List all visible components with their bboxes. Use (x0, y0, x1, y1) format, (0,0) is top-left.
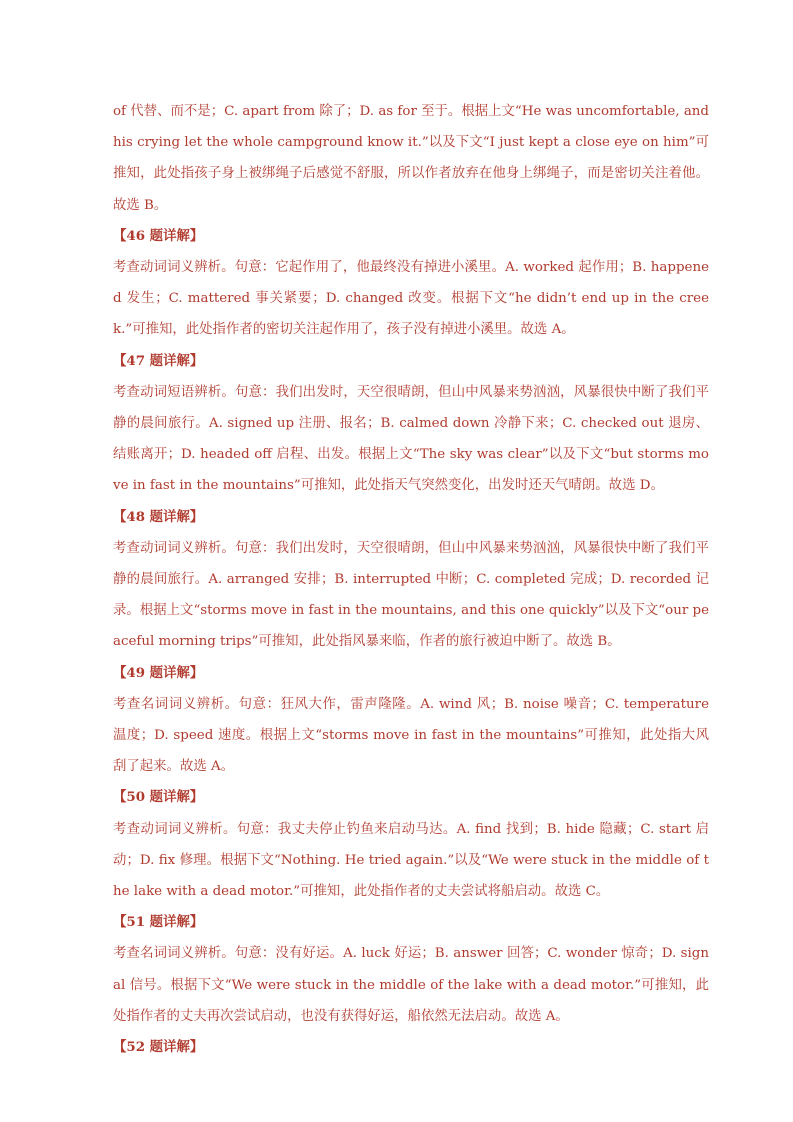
explanation-q50: 考查动词词义辨析。句意：我丈夫停止钓鱼来启动马达。A. find 找到；B. hide 隐藏；C. start 启动；D. fix 修理。根据下文“Nothing. He tried again.”以及“We were stuck in the middle of the lake with a dead motor.”可推知，此处指作者的丈夫尝试将船启动。故选 C。 (113, 821, 709, 900)
heading-q48: 【48 题详解】 (113, 508, 204, 525)
explanation-q51: 考查名词词义辨析。句意：没有好运。A. luck 好运；B. answer 回答；C. wonder 惊奇；D. signal 信号。根据下文“We were stuck in the middle of the lake with a dead motor.”可推知，此处指作者的丈夫再次尝试启动，也没有获得好运，船依然无法启动。故选 A。 (113, 946, 709, 1024)
heading-q47: 【47 题详解】 (113, 352, 204, 369)
answer-explanations (113, 96, 709, 1063)
explanation-q49: 考查名词词义辨析。句意：狂风大作，雷声隆隆。A. wind 风；B. noise 噪音；C. temperature 温度；D. speed 速度。根据上文“storms move in fast in the mountains”可推知，此处指大风刮了起来。故选 A。 (113, 696, 709, 775)
heading-q46: 【46 题详解】 (113, 227, 204, 244)
heading-q52: 【52 题详解】 (113, 1039, 204, 1056)
explanation-q47: 考查动词短语辨析。句意：我们出发时，天空很晴朗，但山中风暴来势汹汹，风暴很快中断了我们平静的晨间旅行。A. signed up 注册、报名；B. calmed down 冷静下来；C. checked out 退房、结账离开；D. headed off 启程、出发。根据上文“The sky was clear”以及下文“but storms move in fast in the mountains”可推知，此处指天气突然变化，出发时还天气晴朗。故选 D。 (113, 384, 709, 494)
heading-q51: 【51 题详解】 (113, 914, 204, 931)
heading-q49: 【49 题详解】 (113, 664, 204, 681)
explanation-45-tail: of 代替、而不是；C. apart from 除了；D. as for 至于。根据上文“He was uncomfortable, and his crying let the whole campground know it.”以及下文“I just kept a close eye on him”可推知，此处指孩子身上被绑绳子后感觉不舒服，所以作者放弃在他身上绑绳子，而是密切关注着他。故选 B。 (113, 104, 709, 213)
explanation-q46: 考查动词词义辨析。句意：它起作用了，他最终没有掉进小溪里。A. worked 起作用；B. happened 发生；C. mattered 事关紧要；D. changed 改变。根据下文“he didn’t end up in the creek.”可推知，此处指作者的密切关注起作用了，孩子没有掉进小溪里。故选 A。 (113, 260, 709, 338)
explanation-q48: 考查动词词义辨析。句意：我们出发时，天空很晴朗，但山中风暴来势汹汹，风暴很快中断了我们平静的晨间旅行。A. arranged 安排；B. interrupted 中断；C. completed 完成；D. recorded 记录。根据上文“storms move in fast in the mountains, and this one quickly”以及下文“our peaceful morning trips”可推知，此处指风暴来临，作者的旅行被迫中断了。故选 B。 (113, 540, 709, 650)
heading-q50: 【50 题详解】 (113, 789, 204, 806)
